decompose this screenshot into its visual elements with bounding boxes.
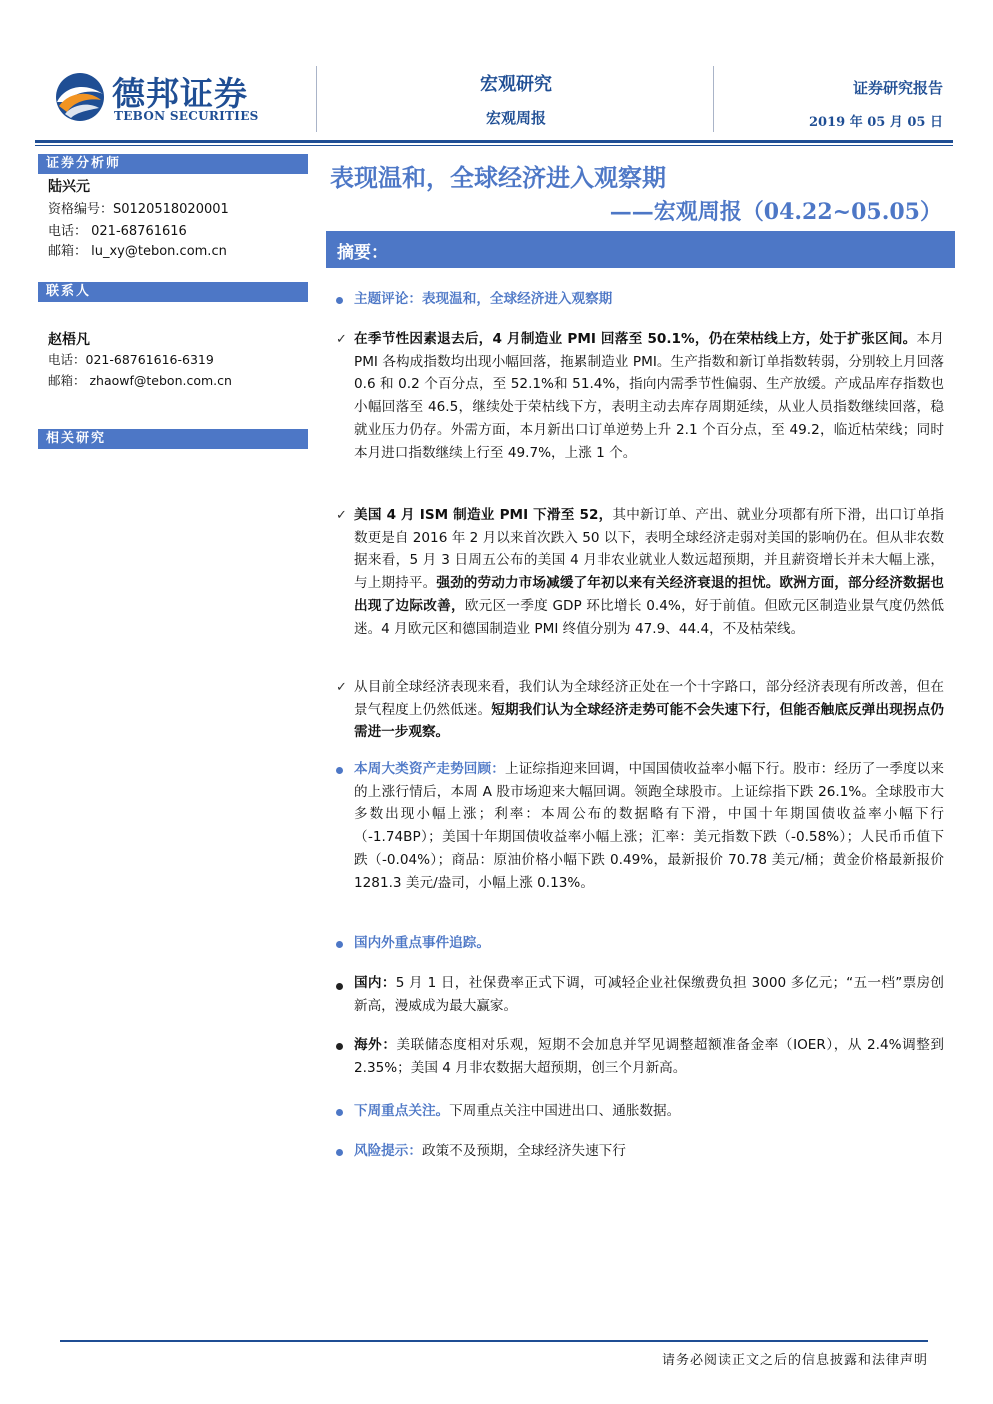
related-research-header: 相关研究 xyxy=(38,429,308,449)
report-category: 宏观研究 xyxy=(480,74,552,95)
footer-disclaimer: 请务必阅读正文之后的信息披露和法律声明 xyxy=(661,1353,928,1368)
analyst-phone: 电话： 021-68761616 xyxy=(48,224,187,239)
abstract-label: 摘要： xyxy=(337,243,388,263)
contact-name: 赵梧凡 xyxy=(48,332,90,348)
header-rule-thin xyxy=(35,145,953,146)
report-title: 表现温和，全球经济进入观察期 xyxy=(330,163,666,192)
events-heading: 国内外重点事件追踪。 xyxy=(354,935,490,951)
domestic-events: 国内：5 月 1 日，社保费率正式下调，可减轻企业社保缴费负担 3000 多亿元；“五一档”票房创新高，漫威成为最大赢家。 xyxy=(354,975,945,1014)
footer-rule xyxy=(60,1340,928,1342)
header-divider xyxy=(713,66,714,132)
bullet-icon xyxy=(336,1109,343,1116)
report-type: 证券研究报告 xyxy=(852,79,943,97)
bullet-icon xyxy=(336,983,343,990)
contact-email: 邮箱： zhaowf@tebon.com.cn xyxy=(48,373,232,388)
asset-review: 本周大类资产走势回顾：上证综指迎来回调，中国国债收益率小幅下行。股市：经历了一季度以来的上涨行情后，本周 A 股市场迎来大幅回调。领跑全球股市。上证综指下跌 26.1%。全球股市大多数出现小幅上涨；利率：本周公布的数据略有下滑，中国十年期国债收益率小幅下行（-1.74BP）；美国十年期国债收益率小幅上涨；汇率：美元指数下跌（-0.58%）；人民币币值下跌（-0.04%）；商品：原油价格小幅下跌 0.49%，最新报价 70.78 美元/桶；黄金价格最新报价 1281.3 美元/盎司，小幅上涨 0.13%。 xyxy=(354,761,945,891)
check-icon: ✓ xyxy=(336,508,347,523)
comment-global-outlook: 从目前全球经济表现来看，我们认为全球经济正处在一个十字路口，部分经济表现有所改善，但在景气程度上仍然低迷。短期我们认为全球经济走势可能不会失速下行，但能否触底反弹出现拐点仍需进一步观察。 xyxy=(354,679,945,741)
bullet-icon xyxy=(336,1043,343,1050)
report-subtitle: ——宏观周报（04.22~05.05） xyxy=(609,199,942,225)
risk-warning: 风险提示：政策不及预期，全球经济失速下行 xyxy=(354,1143,626,1159)
bullet-icon xyxy=(336,941,343,948)
header-rule xyxy=(35,140,953,143)
abstract-banner xyxy=(326,231,955,268)
next-week-focus: 下周重点关注。下周重点关注中国进出口、通胀数据。 xyxy=(354,1103,681,1119)
bullet-icon xyxy=(336,767,343,774)
contact-phone: 电话：021-68761616-6319 xyxy=(48,352,214,367)
comment-us-europe: 美国 4 月 ISM 制造业 PMI 下滑至 52，其中新订单、产出、就业分项都有所下滑，出口订单指数更是自 2016 年 2 月以来首次跌入 50 以下，表明全球经济走弱对美国的影响仍在。但从非农数据来看，5 月 3 日周五公布的美国 4 月非农业就业人数远超预期，并且薪资增长并未大幅上涨，与上期持平。强劲的劳动力市场减缓了年初以来有关经济衰退的担忧。欧洲方面，部分经济数据也出现了边际改善，欧元区一季度 GDP 环比增长 0.4%，好于前值。但欧元区制造业景气度仍然低迷。4 月欧元区和德国制造业 PMI 终值分别为 47.9、44.4，不及枯荣线。 xyxy=(354,507,945,637)
theme-heading: 主题评论：表现温和，全球经济进入观察期 xyxy=(354,291,613,307)
bullet-icon xyxy=(336,297,343,304)
analyst-email: 邮箱： lu_xy@tebon.com.cn xyxy=(48,244,227,259)
tebon-logo-icon xyxy=(55,72,105,122)
analyst-section-header: 证券分析师 xyxy=(38,154,308,174)
check-icon: ✓ xyxy=(336,680,347,695)
check-icon: ✓ xyxy=(336,332,347,347)
report-date: 2019 年 05 月 05 日 xyxy=(809,115,943,130)
comment-pmi-china: 在季节性因素退去后，4 月制造业 PMI 回落至 50.1%，仍在荣枯线上方，处于扩张区间。本月 PMI 各构成指数均出现小幅回落，拖累制造业 PMI。生产指数和新订单指数转弱，分别较上月回落 0.6 和 0.2 个百分点，至 52.1%和 51.4%，指向内需季节性偏弱、生产放缓。产成品库存指数也小幅回落至 46.5，继续处于荣枯线下方，表明主动去库存周期延续，从业人员指数继续回落，稳就业压力仍存。外需方面，本月新出口订单逆势上升 2.1 个百分点，至 49.2，临近枯荣线；同时本月进口指数继续上行至 49.7%，上涨 1 个。 xyxy=(354,331,944,461)
contact-section-header: 联系人 xyxy=(38,282,308,302)
analyst-license: 资格编号：S0120518020001 xyxy=(48,202,229,217)
logo-chinese-text: 德邦证券 xyxy=(112,74,248,113)
overseas-events: 海外：美联储态度相对乐观，短期不会加息并罕见调整超额准备金率（IOER），从 2.4%调整到 2.35%；美国 4 月非农数据大超预期，创三个月新高。 xyxy=(354,1037,944,1076)
logo-english-text: TEBON SECURITIES xyxy=(114,109,259,123)
bullet-icon xyxy=(336,1149,343,1156)
report-subcategory: 宏观周报 xyxy=(485,109,546,127)
header-divider xyxy=(316,66,317,132)
analyst-name: 陆兴元 xyxy=(48,179,90,195)
